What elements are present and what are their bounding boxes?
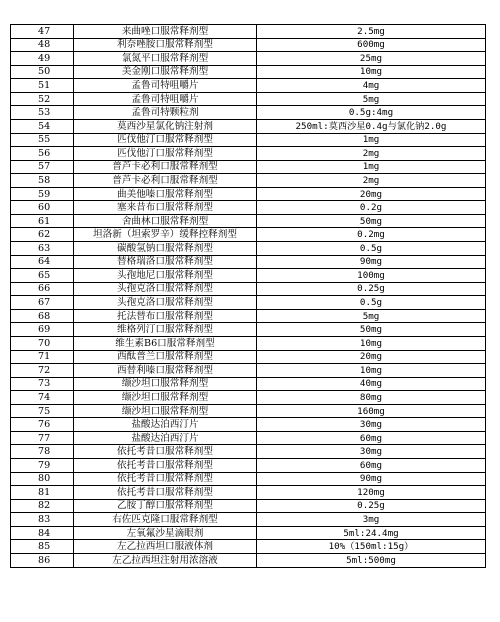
row-number-cell: 66	[11, 282, 74, 296]
drug-name-cell: 孟鲁司特咀嚼片	[74, 79, 257, 93]
row-number-cell: 48	[11, 38, 74, 52]
table-row	[11, 553, 486, 567]
table-row	[11, 214, 486, 228]
row-number-cell: 82	[11, 499, 74, 513]
table-row	[11, 174, 486, 188]
specification-cell: 600mg	[257, 38, 486, 52]
table-row	[11, 79, 486, 93]
table-row	[11, 364, 486, 378]
drug-name-cell: 盐酸达泊西汀片	[74, 418, 257, 432]
specification-cell: 5ml:500mg	[257, 553, 486, 567]
row-number-cell: 80	[11, 472, 74, 486]
row-number-cell: 50	[11, 65, 74, 79]
drug-name-cell: 西酞普兰口服常释剂型	[74, 350, 257, 364]
drug-name-cell: 舍曲林口服常释剂型	[74, 214, 257, 228]
row-number-cell: 70	[11, 336, 74, 350]
row-number-cell: 83	[11, 513, 74, 527]
row-number-cell: 63	[11, 242, 74, 256]
specification-cell: 80mg	[257, 391, 486, 405]
specification-cell: 0.5g	[257, 296, 486, 310]
row-number-cell: 72	[11, 364, 74, 378]
table-row	[11, 119, 486, 133]
specification-cell: 0.25g	[257, 282, 486, 296]
drug-name-cell: 缬沙坦口服常释剂型	[74, 377, 257, 391]
row-number-cell: 64	[11, 255, 74, 269]
table-row	[11, 513, 486, 527]
drug-name-cell: 西替利嗪口服常释剂型	[74, 364, 257, 378]
row-number-cell: 68	[11, 309, 74, 323]
table-row	[11, 133, 486, 147]
drug-name-cell: 匹伐他汀口服常释剂型	[74, 147, 257, 161]
specification-cell: 20mg	[257, 350, 486, 364]
specification-cell: 5mg	[257, 92, 486, 106]
drug-name-cell: 来曲唑口服常释剂型	[74, 25, 257, 39]
specification-cell: 1mg	[257, 133, 486, 147]
drug-list-body	[11, 25, 486, 568]
table-row	[11, 377, 486, 391]
row-number-cell: 60	[11, 201, 74, 215]
specification-cell: 4mg	[257, 79, 486, 93]
table-row	[11, 52, 486, 66]
specification-cell: 30mg	[257, 445, 486, 459]
table-row	[11, 228, 486, 242]
drug-name-cell: 氯氮平口服常释剂型	[74, 52, 257, 66]
row-number-cell: 47	[11, 25, 74, 39]
drug-name-cell: 托法替布口服常释剂型	[74, 309, 257, 323]
table-row	[11, 526, 486, 540]
drug-name-cell: 缬沙坦口服常释剂型	[74, 404, 257, 418]
drug-name-cell: 匹伐他汀口服常释剂型	[74, 133, 257, 147]
row-number-cell: 77	[11, 431, 74, 445]
row-number-cell: 78	[11, 445, 74, 459]
drug-name-cell: 左乙拉西坦注射用浓溶液	[74, 553, 257, 567]
table-row	[11, 147, 486, 161]
table-row	[11, 242, 486, 256]
table-row	[11, 269, 486, 283]
row-number-cell: 85	[11, 540, 74, 554]
table-row	[11, 336, 486, 350]
table-row	[11, 404, 486, 418]
drug-name-cell: 依托考昔口服常释剂型	[74, 445, 257, 459]
specification-cell: 30mg	[257, 418, 486, 432]
drug-name-cell: 缬沙坦口服常释剂型	[74, 391, 257, 405]
row-number-cell: 65	[11, 269, 74, 283]
row-number-cell: 56	[11, 147, 74, 161]
table-row	[11, 540, 486, 554]
table-row	[11, 309, 486, 323]
specification-cell: 0.2g	[257, 201, 486, 215]
drug-name-cell: 盐酸达泊西汀片	[74, 431, 257, 445]
drug-name-cell: 左乙拉西坦口服液体剂	[74, 540, 257, 554]
table-row	[11, 282, 486, 296]
table-row	[11, 445, 486, 459]
drug-name-cell: 普芦卡必利口服常释剂型	[74, 160, 257, 174]
row-number-cell: 76	[11, 418, 74, 432]
drug-name-cell: 依托考昔口服常释剂型	[74, 472, 257, 486]
specification-cell: 0.2mg	[257, 228, 486, 242]
specification-cell: 60mg	[257, 431, 486, 445]
drug-name-cell: 维格列汀口服常释剂型	[74, 323, 257, 337]
specification-cell: 2mg	[257, 147, 486, 161]
drug-name-cell: 利奈唑胺口服常释剂型	[74, 38, 257, 52]
specification-cell: 5mg	[257, 309, 486, 323]
specification-cell: 100mg	[257, 269, 486, 283]
specification-cell: 0.5g:4mg	[257, 106, 486, 120]
specification-cell: 5ml:24.4mg	[257, 526, 486, 540]
table-row	[11, 187, 486, 201]
drug-name-cell: 坦洛新（坦索罗辛）缓释控释剂型	[74, 228, 257, 242]
specification-cell: 250ml:莫西沙星0.4g与氯化钠2.0g	[257, 119, 486, 133]
specification-cell: 25mg	[257, 52, 486, 66]
specification-cell: 40mg	[257, 377, 486, 391]
row-number-cell: 74	[11, 391, 74, 405]
specification-cell: 50mg	[257, 214, 486, 228]
drug-name-cell: 孟鲁司特颗粒剂	[74, 106, 257, 120]
row-number-cell: 54	[11, 119, 74, 133]
row-number-cell: 81	[11, 486, 74, 500]
specification-cell: 90mg	[257, 255, 486, 269]
specification-cell: 2.5mg	[257, 25, 486, 39]
table-row	[11, 472, 486, 486]
table-row	[11, 486, 486, 500]
specification-cell: 0.5g	[257, 242, 486, 256]
row-number-cell: 55	[11, 133, 74, 147]
table-row	[11, 160, 486, 174]
specification-cell: 1mg	[257, 160, 486, 174]
table-row	[11, 459, 486, 473]
specification-cell: 20mg	[257, 187, 486, 201]
row-number-cell: 67	[11, 296, 74, 310]
drug-name-cell: 普芦卡必利口服常释剂型	[74, 174, 257, 188]
drug-name-cell: 依托考昔口服常释剂型	[74, 459, 257, 473]
row-number-cell: 62	[11, 228, 74, 242]
drug-name-cell: 依托考昔口服常释剂型	[74, 486, 257, 500]
drug-name-cell: 孟鲁司特咀嚼片	[74, 92, 257, 106]
specification-cell: 10mg	[257, 336, 486, 350]
drug-name-cell: 塞来昔布口服常释剂型	[74, 201, 257, 215]
specification-cell: 160mg	[257, 404, 486, 418]
row-number-cell: 52	[11, 92, 74, 106]
specification-cell: 0.25g	[257, 499, 486, 513]
row-number-cell: 49	[11, 52, 74, 66]
row-number-cell: 51	[11, 79, 74, 93]
drug-name-cell: 头孢地尼口服常释剂型	[74, 269, 257, 283]
drug-name-cell: 左氧氟沙星滴眼剂	[74, 526, 257, 540]
row-number-cell: 57	[11, 160, 74, 174]
row-number-cell: 86	[11, 553, 74, 567]
specification-cell: 3mg	[257, 513, 486, 527]
table-row	[11, 25, 486, 39]
drug-list-table-container	[10, 24, 485, 568]
row-number-cell: 79	[11, 459, 74, 473]
specification-cell: 10mg	[257, 65, 486, 79]
table-row	[11, 201, 486, 215]
drug-name-cell: 替格瑞洛口服常释剂型	[74, 255, 257, 269]
specification-cell: 60mg	[257, 459, 486, 473]
row-number-cell: 73	[11, 377, 74, 391]
drug-name-cell: 曲美他嗪口服常释剂型	[74, 187, 257, 201]
table-row	[11, 106, 486, 120]
row-number-cell: 61	[11, 214, 74, 228]
row-number-cell: 75	[11, 404, 74, 418]
drug-name-cell: 右佐匹克隆口服常释剂型	[74, 513, 257, 527]
specification-cell: 90mg	[257, 472, 486, 486]
table-row	[11, 38, 486, 52]
specification-cell: 10%（150ml:15g）	[257, 540, 486, 554]
row-number-cell: 53	[11, 106, 74, 120]
row-number-cell: 58	[11, 174, 74, 188]
drug-list-table	[10, 24, 486, 568]
row-number-cell: 59	[11, 187, 74, 201]
drug-name-cell: 头孢克洛口服常释剂型	[74, 296, 257, 310]
row-number-cell: 71	[11, 350, 74, 364]
drug-name-cell: 头孢克洛口服常释剂型	[74, 282, 257, 296]
table-row	[11, 350, 486, 364]
drug-name-cell: 乙胺丁醇口服常释剂型	[74, 499, 257, 513]
specification-cell: 10mg	[257, 364, 486, 378]
drug-name-cell: 莫西沙星氯化钠注射剂	[74, 119, 257, 133]
drug-name-cell: 美金刚口服常释剂型	[74, 65, 257, 79]
table-row	[11, 418, 486, 432]
table-row	[11, 296, 486, 310]
table-row	[11, 323, 486, 337]
drug-name-cell: 碳酸氢钠口服常释剂型	[74, 242, 257, 256]
table-row	[11, 255, 486, 269]
specification-cell: 120mg	[257, 486, 486, 500]
table-row	[11, 391, 486, 405]
specification-cell: 2mg	[257, 174, 486, 188]
table-row	[11, 65, 486, 79]
table-row	[11, 92, 486, 106]
row-number-cell: 84	[11, 526, 74, 540]
row-number-cell: 69	[11, 323, 74, 337]
table-row	[11, 499, 486, 513]
drug-name-cell: 维生素B6口服常释剂型	[74, 336, 257, 350]
table-row	[11, 431, 486, 445]
specification-cell: 50mg	[257, 323, 486, 337]
